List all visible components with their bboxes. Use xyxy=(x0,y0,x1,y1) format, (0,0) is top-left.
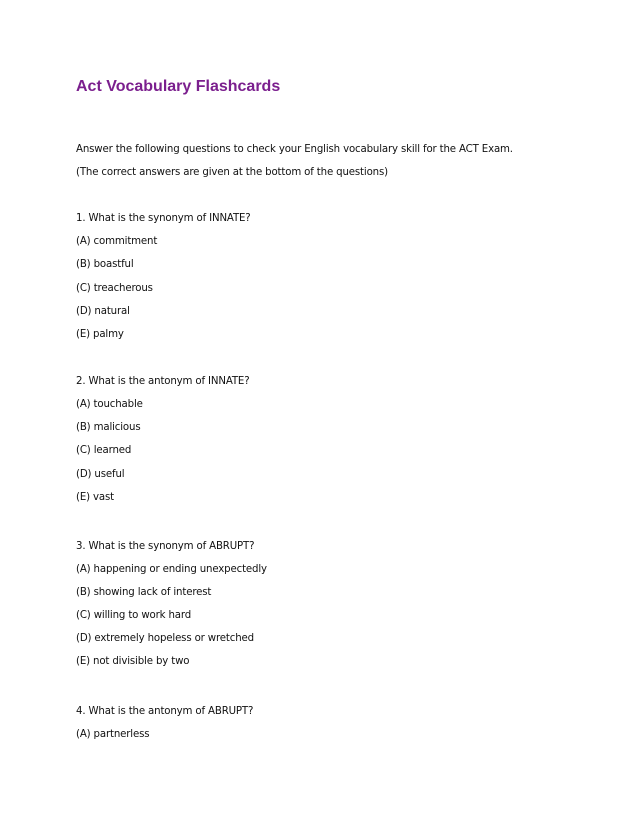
question-2-option-a: (A) touchable xyxy=(76,399,143,410)
question-3-option-a: (A) happening or ending unexpectedly xyxy=(76,564,267,575)
question-3-option-e: (E) not divisible by two xyxy=(76,656,190,667)
question-3-option-c: (C) willing to work hard xyxy=(76,610,192,621)
question-1: 1. What is the synonym of INNATE? xyxy=(76,213,251,224)
question-3: 3. What is the synonym of ABRUPT? xyxy=(76,541,255,552)
question-4-option-a: (A) partnerless xyxy=(76,729,150,740)
intro-note: (The correct answers are given at the bottom of the questions) xyxy=(76,167,388,178)
question-2-option-e: (E) vast xyxy=(76,492,114,503)
question-3-option-b: (B) showing lack of interest xyxy=(76,587,212,598)
question-2: 2. What is the antonym of INNATE? xyxy=(76,376,250,387)
page-title: Act Vocabulary Flashcards xyxy=(76,78,281,95)
question-2-option-d: (D) useful xyxy=(76,469,125,480)
question-1-option-c: (C) treacherous xyxy=(76,283,153,294)
question-2-option-c: (C) learned xyxy=(76,445,132,456)
question-4: 4. What is the antonym of ABRUPT? xyxy=(76,706,254,717)
question-1-option-d: (D) natural xyxy=(76,306,130,317)
question-1-option-b: (B) boastful xyxy=(76,259,134,270)
question-2-option-b: (B) malicious xyxy=(76,422,141,433)
intro-line: Answer the following questions to check your English vocabulary skill for the ACT Exam. xyxy=(76,144,513,155)
question-1-option-a: (A) commitment xyxy=(76,236,158,247)
question-1-option-e: (E) palmy xyxy=(76,329,124,340)
question-3-option-d: (D) extremely hopeless or wretched xyxy=(76,633,254,644)
